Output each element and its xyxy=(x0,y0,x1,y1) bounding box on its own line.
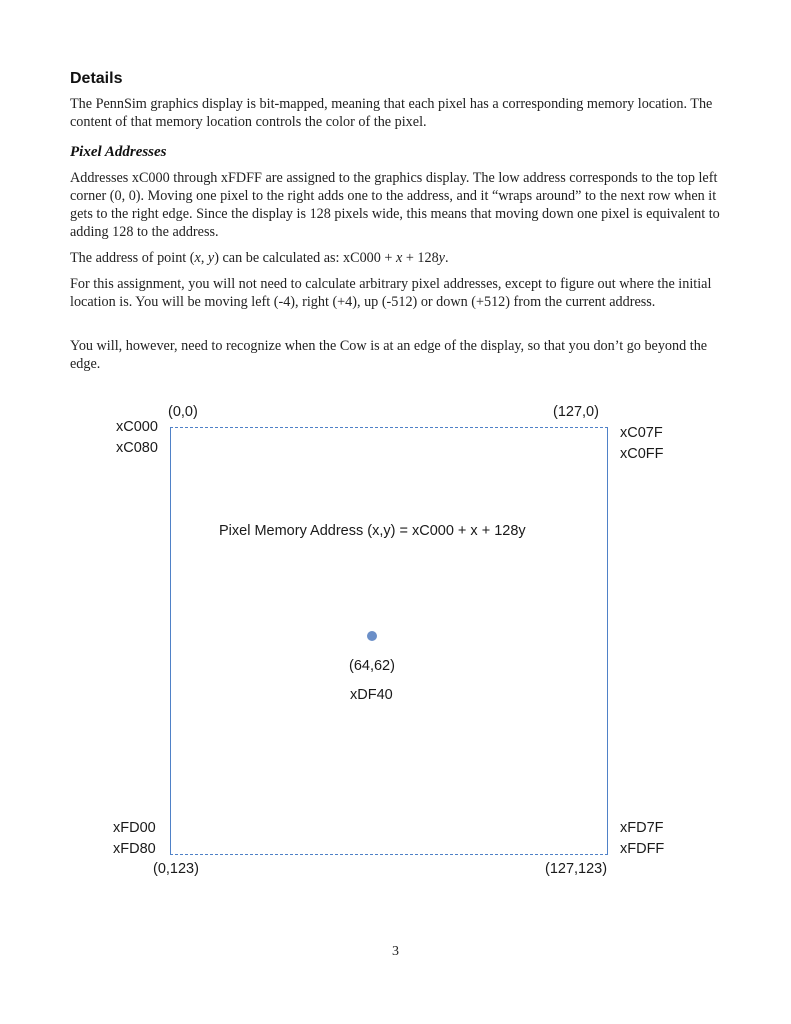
formula-var-y: y xyxy=(438,250,445,266)
edge-paragraph: You will, however, need to recognize when the Cow is at an edge of the display, so that you don’t go beyond the edge. xyxy=(70,338,708,372)
center-pixel-marker xyxy=(367,631,377,641)
formula-label: Pixel Memory Address (x,y) = xC000 + x + 128y xyxy=(219,523,526,539)
top-right-address-row1: xC0FF xyxy=(620,446,664,462)
top-right-address-row0: xC07F xyxy=(620,425,663,441)
formula-text: , xyxy=(200,250,208,266)
bottom-left-address-row0: xFD00 xyxy=(113,820,156,836)
intro-paragraph: The PennSim graphics display is bit-mapped, meaning that each pixel has a corresponding memory location. The content of that memory location controls the color of the pixel. xyxy=(70,96,713,130)
formula-text: . xyxy=(444,250,449,266)
formula-var-x: x xyxy=(395,250,403,266)
formula-text: The address of point ( xyxy=(70,250,195,266)
formula-var-x: x xyxy=(194,250,201,266)
center-coordinate: (64,62) xyxy=(349,658,395,674)
assignment-paragraph: For this assignment, you will not need to calculate arbitrary pixel addresses, except to figure out where the initial location is. You will be moving left (-4), right (+4), up (-512) or down (+512) from the current address. xyxy=(70,276,712,310)
top-right-coordinate: (127,0) xyxy=(553,404,599,420)
bottom-right-coordinate: (127,123) xyxy=(545,861,608,877)
center-address: xDF40 xyxy=(350,687,393,703)
page-number: 3 xyxy=(392,944,399,959)
section-heading: Details xyxy=(70,70,123,87)
bottom-left-address-row1: xFD80 xyxy=(113,841,156,857)
bottom-left-coordinate: (0,123) xyxy=(153,861,199,877)
bottom-right-address-row0: xFD7F xyxy=(620,820,664,836)
formula-text: + 128 xyxy=(402,250,439,266)
formula-text: ) can be calculated as: xC000 + xyxy=(214,250,396,266)
bottom-right-address-row1: xFDFF xyxy=(620,841,665,857)
formula-var-y: y xyxy=(207,250,215,266)
pixel-addresses-paragraph: Addresses xC000 through xFDFF are assigned to the graphics display. The low address corresponds to the top left corner (0, 0). Moving one pixel to the right adds one to the address, and it “wraps around” to the next row when it gets to the right edge. Since the display is 128 pixels wide, this means that moving down one pixel is equivalent to adding 128 to the address. xyxy=(70,170,720,240)
top-left-address-row1: xC080 xyxy=(116,440,158,456)
display-outline xyxy=(170,427,608,855)
subsection-heading: Pixel Addresses xyxy=(70,144,167,160)
top-left-coordinate: (0,0) xyxy=(168,404,198,420)
top-left-address-row0: xC000 xyxy=(116,419,158,435)
